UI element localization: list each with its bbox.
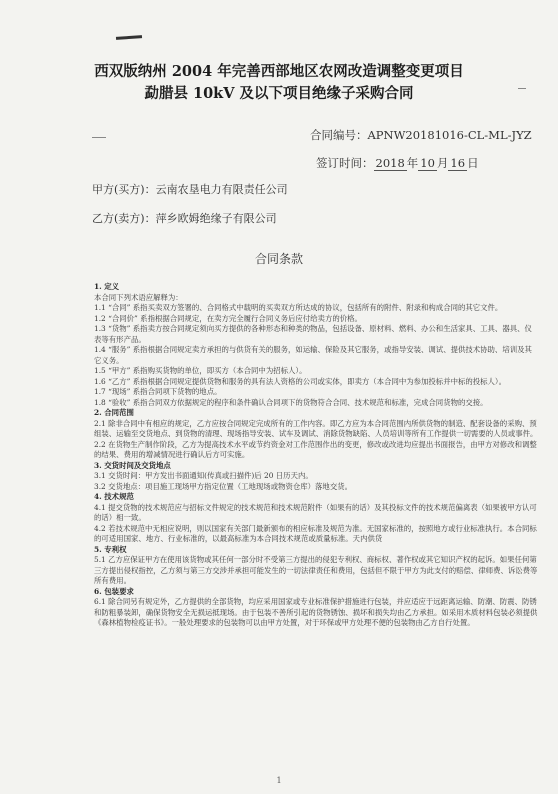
clause-heading: 5. 专利权 — [94, 544, 127, 554]
clause-paragraph: 1.6 “乙方” 系指根据合同规定提供货物和服务的具有法人资格的公司或实体，即卖方（本合同中为参加投标并中标的投标人）。 — [94, 376, 507, 386]
clause-paragraph: 1.8 “验收” 系指合同双方依据规定的程序和条件确认合同项下的货物符合合同、技术规范和标准，完成合同货物的交接。 — [94, 397, 488, 407]
sign-year: 2018 — [375, 156, 405, 170]
sign-month: 10 — [420, 156, 435, 170]
sign-date-label: 签订时间： — [316, 156, 374, 170]
month-unit: 月 — [436, 156, 449, 170]
clause-paragraph: 2.2 在货物生产制作阶段，乙方为提高技术水平或节约资金对工作范围作出的变更，修改或改进均应提出书面报告，由甲方对修改和调整的结果、费用的增减情况进行确认后方可实施。 — [94, 439, 537, 459]
title-line-2: 勐腊县 10kV 及以下项目绝缘子采购合同 — [144, 85, 414, 102]
contract-number — [310, 127, 532, 143]
clause-heading: 6. 包装要求 — [94, 586, 134, 596]
clause-paragraph: 4.1 提交货物的技术规范应与招标文件规定的技术规范和技术规范附件（如果有的话）及其投标文件的技术规范偏离表（如果被甲方认可的话）相一致。 — [94, 502, 537, 522]
sign-day: 16 — [450, 156, 466, 170]
page-number: 1 — [276, 776, 282, 785]
clause-paragraph: 5.1 乙方应保证甲方在使用该货物或其任何一部分时不受第三方提出的侵犯专利权、商标权、著作权或其它知识产权的起诉。如果任何第三方提出侵权指控，乙方须与第三方交涉并承担可能发生的一切法律责任和费用，包括但不限于甲方为此支付的赔偿、律师费、诉讼费等所有费用。 — [94, 555, 538, 585]
sign-date — [316, 155, 479, 171]
clause-paragraph: 1.3 “货物” 系指卖方按合同规定须向买方提供的各种形态和种类的物品，包括设备、原材料、燃料、办公和生活家具、工具、器具、仪表等有形产品。 — [94, 324, 532, 344]
party-b-name: 萍乡欧姆绝缘子有限公司 — [155, 212, 277, 225]
party-b — [92, 210, 277, 226]
clause-paragraph: 6.1 除合同另有规定外，乙方提供的全部货物，均应采用国家或专业标准保护措施进行包装，并应适应于远距离运输、防潮、防震、防锈和防粗暴装卸，确保货物安全无损运抵现场。由于包装不善所引起的货物锈蚀、损坏和损失均由乙方承担。如采用木质材料包装必须提供《森林植物检疫证书》。一般处理要求的包装物可以由甲方处置，对于环保或甲方处理不便的包装物由乙方自行处置。 — [94, 597, 538, 627]
title-line-1: 西双版纳州 2004 年完善西部地区农网改造调整变更项目 — [94, 63, 464, 80]
clause-paragraph: 4.2 若技术规范中无相应说明，则以国家有关部门最新颁布的相应标准及规范为准。无国家标准的，按照地方或行业标准执行。本合同标的可适用国家、地方、行业标准的，以最高标准为本合同技术规范或质量标准。天内供货 — [94, 523, 537, 543]
party-b-label: 乙方(卖方)： — [92, 212, 156, 225]
clause-heading: 3. 交货时间及交货地点 — [94, 460, 171, 470]
clause-paragraph: 3.2 交货地点：项目施工现场甲方指定位置（工地现场或物资仓库）落地交货。 — [94, 481, 352, 491]
clause-paragraph: 2.1 除非合同中有相应的规定，乙方应按合同规定完成所有的工作内容。即乙方应为本合同范围内所供货物的制造、配套设备的采购、预组装、运输至交货地点、到货物的清理、现场指导安装、试车及调试、消除货物缺陷、人员培训等所有工作提供一切需要的人员或事件。 — [94, 418, 538, 438]
clause-paragraph: 3.1 交货时间：甲方发出书面通知(传真或扫描件)后 20 日历天内。 — [94, 471, 313, 480]
clause-heading: 4. 技术规范 — [94, 492, 134, 501]
clause-paragraph: 1.7 “现场” 系指合同项下货物的地点。 — [94, 387, 222, 396]
clause-heading: 2. 合同范围 — [94, 408, 134, 417]
year-unit: 年 — [406, 156, 419, 170]
contract-number-value: APNW20181016-CL-ML-JYZ — [367, 128, 532, 142]
party-a — [92, 181, 288, 197]
section-heading: 合同条款 — [254, 252, 303, 266]
contract-clauses — [94, 282, 538, 629]
clause-paragraph: 1.5 “甲方” 系指购买货物的单位，即买方（本合同中为招标人）。 — [94, 366, 307, 375]
clause-paragraph: 1.2 “合同价” 系指根据合同规定，在卖方完全履行合同义务后应付给卖方的价格。 — [94, 313, 362, 323]
clause-heading: 1. 定义 — [94, 282, 120, 291]
pen-mark — [116, 35, 142, 40]
clause-paragraph: 本合同下列术语应解释为： — [94, 292, 183, 302]
party-a-name: 云南农垦电力有限责任公司 — [155, 183, 288, 196]
left-mark — [92, 137, 106, 138]
day-unit: 日 — [467, 156, 479, 170]
clause-paragraph: 1.1 “合同” 系指买卖双方签署的、合同格式中载明的买卖双方所达成的协议，包括所有的附件、附录和构成合同的其它文件。 — [94, 303, 503, 312]
party-a-label: 甲方(买方)： — [92, 183, 156, 196]
clause-paragraph: 1.4 “服务” 系指根据合同规定卖方承担的与供货有关的服务，如运输、保险及其它服务，或指导安装、调试、提供技术协助、培训及其它义务。 — [94, 345, 532, 365]
contract-number-label: 合同编号： — [310, 128, 368, 142]
